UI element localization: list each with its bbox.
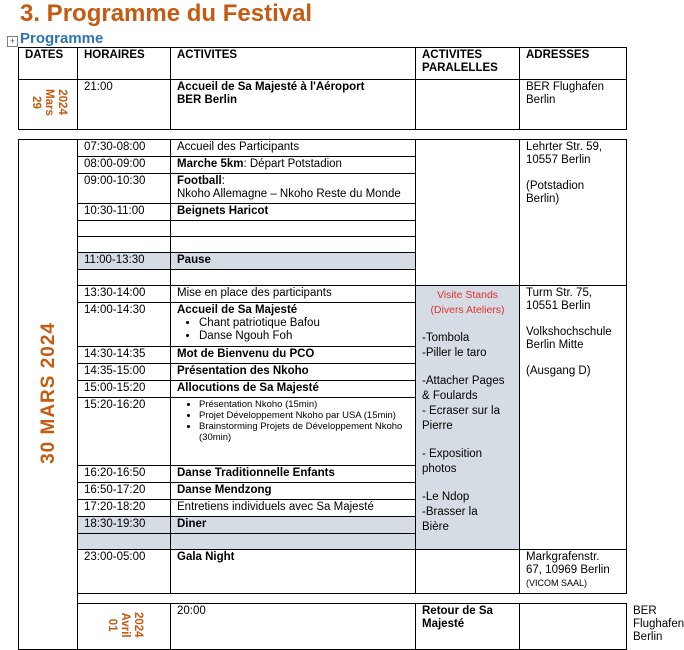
activity-cell: Accueil des Participants [171,140,416,157]
activity-cell: Mot de Bienvenu du PCO [171,347,416,364]
time-cell: 18:30-19:30 [78,517,171,534]
time-cell: 15:20-16:20 [78,398,171,466]
list-item: • Danse Ngouh Foh [199,330,409,343]
time-cell: 20:00 [171,604,416,650]
address-cell-afternoon: Turm Str. 75, 10551 Berlin Volkshochschule Berlin Mitte (Ausgang D) [520,286,627,550]
parallel-cell [416,550,520,594]
activity-cell [171,398,416,466]
section-subtitle: Programme [20,30,104,47]
parallel-cell [416,140,520,286]
activity-cell: Allocutions de Sa Majesté [171,381,416,398]
header-adresses: ADRESSES [520,48,627,80]
time-cell: 13:30-14:00 [78,286,171,303]
activity-cell: Football: Nkoho Allemagne – Nkoho Reste du Monde [171,174,416,204]
activity-cell: Mise en place des participants [171,286,416,303]
date-29-mars: 29 Mars 2024 [19,80,78,130]
time-cell: 14:35-15:00 [78,364,171,381]
parallel-cell [416,80,520,130]
header-dates: DATES [19,48,78,80]
time-cell: 23:00-05:00 [78,550,171,594]
activity-cell: Retour de Sa Majesté [416,604,520,650]
list-item: • Brainstorming Projets de Développement Nkoho (30min) [199,421,409,443]
header-activites: ACTIVITES [171,48,416,80]
list-item: • Présentation Nkoho (15min) [199,399,409,410]
address-cell-morning: Lehrter Str. 59, 10557 Berlin (Potstadion Berlin) [520,140,627,286]
table-row [19,550,627,594]
time-cell: 16:20-16:50 [78,466,171,483]
address-cell: Markgrafenstr. 67, 10969 Berlin (VICOM SAAL) [520,550,627,594]
activity-cell: Pause [171,253,416,270]
parallel-cell [520,604,627,650]
time-cell: 16:50-17:20 [78,483,171,500]
table-row [19,80,627,130]
time-cell: 08:00-09:00 [78,157,171,174]
table-row: 01 Avril 2024 20:00 Retour de Sa Majesté BER Flughafen Berlin [19,604,627,650]
list-item: • Projet Développement Nkoho par USA (15min) [199,410,409,421]
time-cell: 17:20-18:20 [78,500,171,517]
time-cell: 14:00-14:30 [78,303,171,347]
activity-cell: Beignets Haricot [171,204,416,221]
time-cell: 07:30-08:00 [78,140,171,157]
list-item: • Chant patriotique Bafou [199,317,409,330]
time-cell: 10:30-11:00 [78,204,171,221]
activity-cell: Gala Night [171,550,416,594]
section-title: 3. Programme du Festival [20,0,313,27]
time-cell: 09:00-10:30 [78,174,171,204]
programme-table [18,47,684,650]
activity-cell: Danse Traditionnelle Enfants [171,466,416,483]
activity-cell: Diner [171,517,416,534]
date-01-avril: 01 Avril 2024 [78,604,171,650]
time-cell: 14:30-14:35 [78,347,171,364]
activity-cell: Danse Mendzong [171,483,416,500]
table-row [19,286,627,303]
date-30-mars: 30 MARS 2024 [19,140,78,650]
parallel-activities-cell: Visite Stands (Divers Ateliers) -Tombola -Piller le taro -Attacher Pages & Foulards - Ecraser sur la Pierre - Exposition photos -Le Ndop -Brasser la Bière [416,286,520,550]
table-move-handle-icon[interactable]: + [7,36,18,47]
activity-cell: Accueil de Sa Majesté à l'Aéroport BER Berlin [171,80,416,130]
activity-cell: Marche 5km: Départ Potstadion [171,157,416,174]
header-horaires: HORAIRES [78,48,171,80]
time-cell: 21:00 [78,80,171,130]
activity-cell: Accueil de Sa Majesté • Chant patriotique Bafou • Danse Ngouh Foh [171,303,416,347]
table-row [19,140,627,157]
time-cell: 11:00-13:30 [78,253,171,270]
address-cell: BER Flughafen Berlin [520,80,627,130]
header-activites-paralelles: ACTIVITES PARALELLES [416,48,520,80]
activity-cell: Entretiens individuels avec Sa Majesté [171,500,416,517]
activity-cell: Présentation des Nkoho [171,364,416,381]
header-row [19,48,627,80]
time-cell: 15:00-15:20 [78,381,171,398]
